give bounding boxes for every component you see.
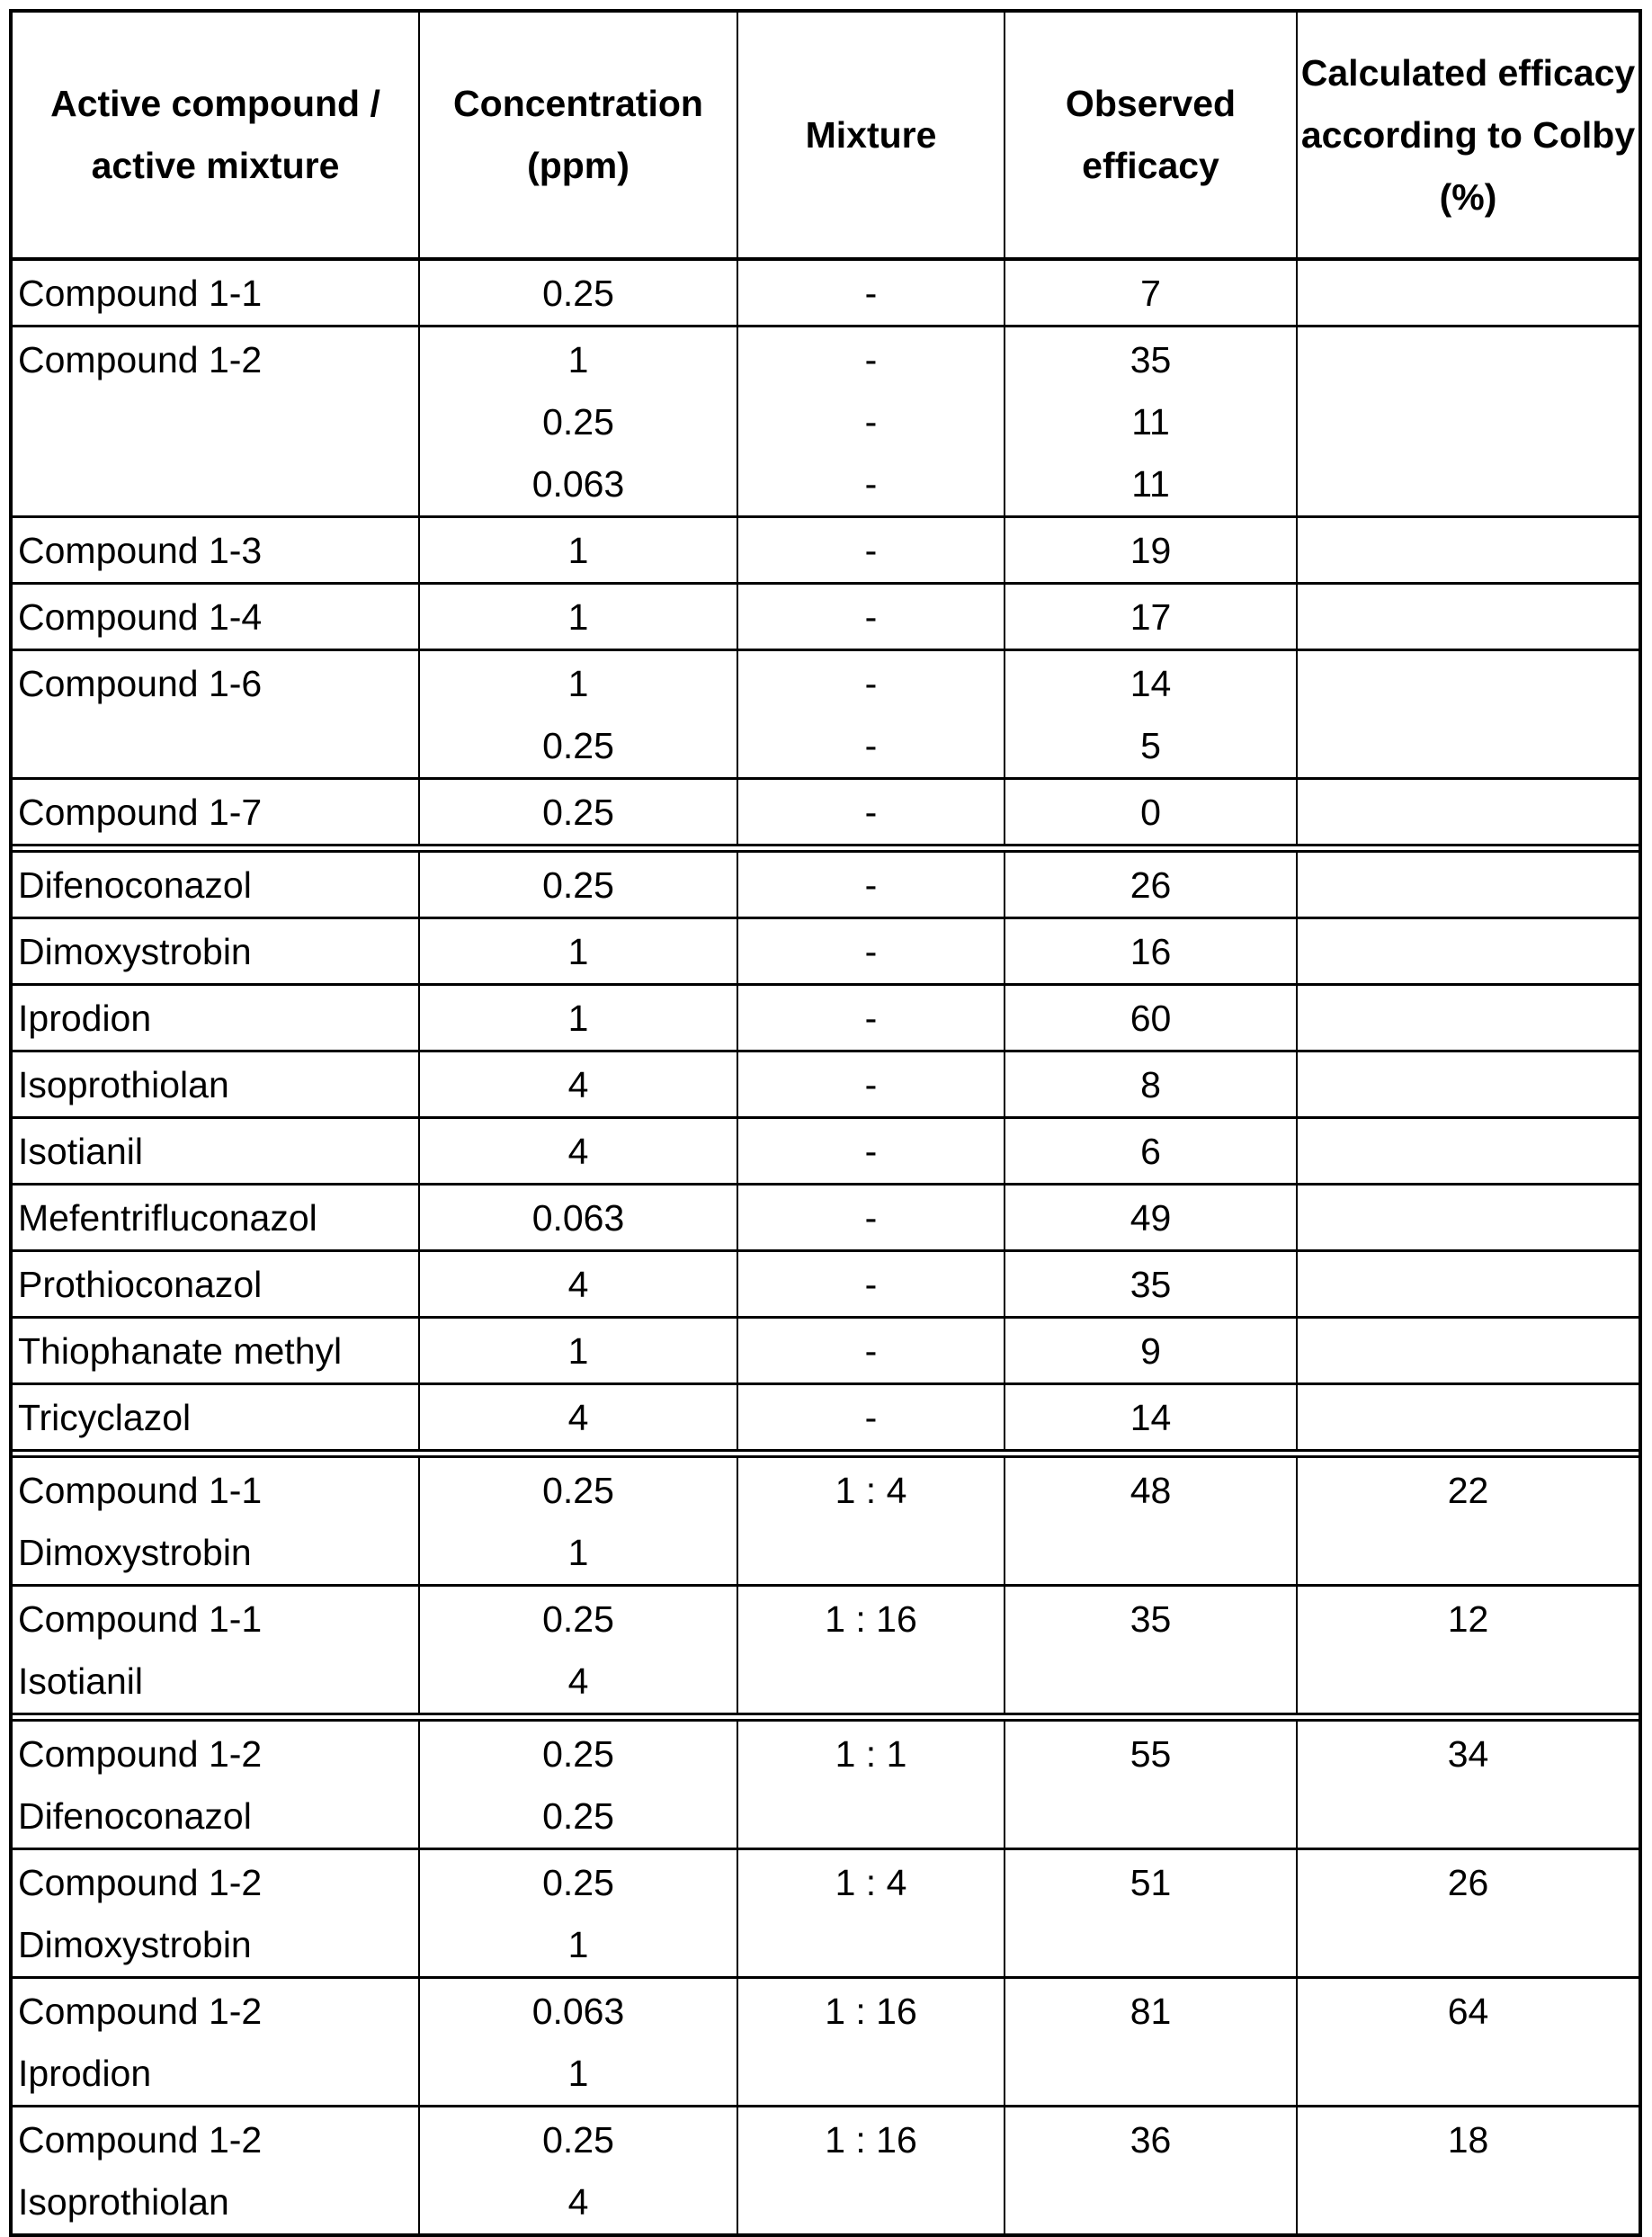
cell-line: 4 [567, 1064, 589, 1105]
table-row [13, 1849, 1639, 1978]
cell-line [1298, 1254, 1639, 1316]
table-row [13, 985, 1639, 1051]
cell-mixture [737, 650, 1005, 779]
cell-line: - [864, 1064, 878, 1105]
cell-line [1298, 1121, 1639, 1183]
cell-line [1298, 855, 1639, 917]
cell-line [1298, 2043, 1639, 2105]
cell-line: 0.25 [542, 1598, 614, 1640]
cell-mixture [737, 985, 1005, 1051]
cell-mixture [737, 327, 1005, 517]
cell-compound [13, 650, 419, 779]
cell-compound [13, 985, 419, 1051]
header-active-compound: Active compound / active mixture [13, 13, 419, 259]
cell-line [1298, 453, 1639, 515]
cell-calculated-efficacy [1297, 1051, 1639, 1118]
cell-concentration [419, 584, 737, 650]
cell-line: Compound 1-6 [18, 663, 263, 704]
cell-observed-efficacy [1005, 259, 1297, 327]
table-row [13, 1454, 1639, 1586]
table-row [13, 1185, 1639, 1251]
cell-observed-efficacy [1005, 1051, 1297, 1118]
cell-line: 17 [1130, 596, 1172, 638]
table-row [13, 327, 1639, 517]
cell-line: - [864, 273, 878, 314]
cell-line [1298, 2171, 1639, 2233]
cell-line: 0.25 [542, 401, 614, 443]
cell-line: 0.063 [531, 1991, 625, 2032]
cell-compound [13, 1978, 419, 2107]
cell-line: Dimoxystrobin [18, 931, 252, 972]
cell-line: - [864, 401, 878, 443]
cell-line: 11 [1131, 401, 1170, 443]
cell-line: Compound 1-1 [18, 1470, 263, 1511]
cell-concentration [419, 1251, 737, 1318]
cell-line [1298, 1522, 1639, 1584]
cell-line: 0.25 [542, 2119, 614, 2161]
table-row [13, 1384, 1639, 1454]
cell-compound [13, 584, 419, 650]
cell-concentration [419, 1586, 737, 1718]
cell-observed-efficacy [1005, 1251, 1297, 1318]
header-calculated-efficacy: Calculated efficacy according to Colby (%) [1297, 13, 1639, 259]
cell-concentration [419, 918, 737, 985]
cell-line: 4 [567, 1397, 589, 1438]
header-row [13, 13, 1639, 259]
cell-line [1298, 391, 1639, 453]
cell-line: Isotianil [18, 1131, 144, 1172]
cell-line: 19 [1130, 530, 1172, 571]
cell-line: 35 [1130, 1264, 1172, 1305]
cell-observed-efficacy [1005, 1118, 1297, 1185]
cell-line [738, 2171, 1004, 2233]
cell-line: Compound 1-2 [18, 1733, 263, 1775]
cell-line: Difenoconazol [18, 1795, 252, 1837]
cell-line: 36 [1130, 2119, 1172, 2161]
cell-line: - [864, 998, 878, 1039]
cell-compound [13, 1454, 419, 1586]
cell-mixture [737, 918, 1005, 985]
cell-line: 1 [567, 663, 589, 704]
table-row [13, 1717, 1639, 1849]
cell-compound [13, 848, 419, 918]
cell-line [1298, 988, 1639, 1050]
cell-concentration [419, 1318, 737, 1384]
cell-observed-efficacy [1005, 327, 1297, 517]
cell-concentration [419, 1051, 737, 1118]
cell-mixture [737, 1849, 1005, 1978]
cell-line: 7 [1140, 273, 1161, 314]
cell-line: 0.25 [542, 792, 614, 833]
cell-compound [13, 259, 419, 327]
cell-observed-efficacy [1005, 1717, 1297, 1849]
cell-calculated-efficacy [1297, 985, 1639, 1051]
cell-mixture [737, 1454, 1005, 1586]
cell-line [1298, 329, 1639, 391]
cell-concentration [419, 1978, 737, 2107]
cell-observed-efficacy [1005, 1454, 1297, 1586]
cell-line: - [864, 1131, 878, 1172]
cell-line: Tricyclazol [18, 1397, 192, 1438]
cell-line: Isoprothiolan [18, 2181, 229, 2223]
cell-compound [13, 1384, 419, 1454]
cell-line: Isoprothiolan [18, 1064, 229, 1105]
cell-line: - [864, 463, 878, 505]
cell-mixture [737, 779, 1005, 849]
cell-line: - [864, 1197, 878, 1239]
cell-line: 0 [1140, 792, 1161, 833]
cell-line [1298, 1785, 1639, 1848]
cell-line [1005, 1522, 1296, 1584]
cell-mixture [737, 1384, 1005, 1454]
cell-observed-efficacy [1005, 1318, 1297, 1384]
cell-line: 1 : 16 [825, 2119, 917, 2161]
cell-compound [13, 327, 419, 517]
cell-line: 22 [1447, 1470, 1489, 1511]
cell-line: 1 [567, 931, 589, 972]
cell-mixture [737, 517, 1005, 584]
cell-line: 9 [1140, 1330, 1161, 1372]
cell-line [1298, 1187, 1639, 1249]
cell-calculated-efficacy [1297, 1118, 1639, 1185]
cell-line [738, 2043, 1004, 2105]
cell-line: Difenoconazol [18, 864, 252, 906]
cell-observed-efficacy [1005, 848, 1297, 918]
cell-line: - [864, 596, 878, 638]
cell-line: 1 [567, 2053, 589, 2094]
cell-mixture [737, 848, 1005, 918]
cell-line: 0.25 [542, 1470, 614, 1511]
cell-concentration [419, 259, 737, 327]
table-row [13, 1318, 1639, 1384]
cell-observed-efficacy [1005, 584, 1297, 650]
cell-line: - [864, 1264, 878, 1305]
cell-line: 1 [567, 1532, 589, 1573]
cell-line: Dimoxystrobin [18, 1532, 252, 1573]
cell-observed-efficacy [1005, 779, 1297, 849]
cell-line [1298, 1320, 1639, 1382]
cell-line: 1 : 4 [835, 1470, 907, 1511]
cell-line: 0.25 [542, 1795, 614, 1837]
cell-line: 0.25 [542, 1862, 614, 1903]
cell-compound [13, 517, 419, 584]
cell-line: - [864, 530, 878, 571]
cell-concentration [419, 985, 737, 1051]
cell-line: 4 [567, 2181, 589, 2223]
cell-calculated-efficacy [1297, 1978, 1639, 2107]
cell-line: Compound 1-3 [18, 530, 263, 571]
cell-concentration [419, 1384, 737, 1454]
table-row [13, 848, 1639, 918]
cell-concentration [419, 327, 737, 517]
cell-line: 49 [1130, 1197, 1172, 1239]
cell-line: - [864, 792, 878, 833]
table-row [13, 1978, 1639, 2107]
cell-observed-efficacy [1005, 1586, 1297, 1718]
table-row [13, 779, 1639, 849]
cell-line: 1 [567, 1924, 589, 1965]
cell-mixture [737, 1978, 1005, 2107]
cell-line: 0.25 [542, 273, 614, 314]
cell-concentration [419, 1454, 737, 1586]
cell-line [1298, 715, 1639, 777]
table-row [13, 650, 1639, 779]
cell-observed-efficacy [1005, 1384, 1297, 1454]
table-body [13, 259, 1639, 2233]
cell-calculated-efficacy [1297, 1384, 1639, 1454]
cell-line: Compound 1-2 [18, 1991, 263, 2032]
cell-line: - [864, 663, 878, 704]
cell-compound [13, 2107, 419, 2234]
table-row [13, 259, 1639, 327]
cell-line: 4 [567, 1660, 589, 1702]
cell-observed-efficacy [1005, 650, 1297, 779]
cell-observed-efficacy [1005, 517, 1297, 584]
cell-mixture [737, 259, 1005, 327]
cell-line: 6 [1140, 1131, 1161, 1172]
cell-calculated-efficacy [1297, 1586, 1639, 1718]
cell-calculated-efficacy [1297, 1717, 1639, 1849]
table-row [13, 1251, 1639, 1318]
cell-line: 48 [1130, 1470, 1172, 1511]
cell-compound [13, 1586, 419, 1718]
cell-line: 34 [1447, 1733, 1489, 1775]
cell-line: Iprodion [18, 2053, 152, 2094]
cell-line: 1 : 16 [825, 1598, 917, 1640]
cell-observed-efficacy [1005, 1185, 1297, 1251]
cell-line: 8 [1140, 1064, 1161, 1105]
cell-line: 16 [1130, 931, 1172, 972]
cell-line: 1 : 16 [825, 1991, 917, 2032]
cell-observed-efficacy [1005, 1978, 1297, 2107]
cell-line: 35 [1130, 339, 1172, 380]
cell-concentration [419, 517, 737, 584]
cell-line [738, 1651, 1004, 1713]
cell-concentration [419, 1717, 737, 1849]
cell-line [1298, 653, 1639, 715]
cell-calculated-efficacy [1297, 2107, 1639, 2234]
table-row [13, 1118, 1639, 1185]
cell-compound [13, 1717, 419, 1849]
cell-line: 0.25 [542, 725, 614, 766]
cell-line [1298, 1387, 1639, 1449]
cell-line [738, 1914, 1004, 1976]
cell-mixture [737, 1318, 1005, 1384]
cell-line: 18 [1447, 2119, 1489, 2161]
cell-line: - [864, 864, 878, 906]
cell-mixture [737, 2107, 1005, 2234]
cell-compound [13, 1185, 419, 1251]
cell-line: 55 [1130, 1733, 1172, 1775]
cell-compound [13, 779, 419, 849]
cell-calculated-efficacy [1297, 848, 1639, 918]
cell-mixture [737, 1118, 1005, 1185]
cell-concentration [419, 1849, 737, 1978]
cell-line: 14 [1130, 1397, 1172, 1438]
cell-line: Mefentrifluconazol [18, 1197, 317, 1239]
cell-mixture [737, 1051, 1005, 1118]
cell-line [1298, 263, 1639, 325]
cell-calculated-efficacy [1297, 1251, 1639, 1318]
cell-line [1005, 1914, 1296, 1976]
cell-line: 1 : 4 [835, 1862, 907, 1903]
cell-line [1298, 520, 1639, 582]
cell-line: - [864, 1397, 878, 1438]
cell-line: 1 : 1 [835, 1733, 907, 1775]
cell-line [738, 1785, 1004, 1848]
cell-line: 4 [567, 1264, 589, 1305]
cell-line [1005, 2043, 1296, 2105]
table-row [13, 1051, 1639, 1118]
cell-line [1298, 586, 1639, 649]
cell-compound [13, 1318, 419, 1384]
cell-concentration [419, 650, 737, 779]
cell-calculated-efficacy [1297, 327, 1639, 517]
cell-mixture [737, 1717, 1005, 1849]
cell-line: Dimoxystrobin [18, 1924, 252, 1965]
cell-compound [13, 1849, 419, 1978]
cell-line [1298, 921, 1639, 983]
header-observed-efficacy: Observed efficacy [1005, 13, 1297, 259]
cell-compound [13, 1251, 419, 1318]
cell-calculated-efficacy [1297, 918, 1639, 985]
cell-line [1298, 782, 1639, 844]
cell-line: Compound 1-2 [18, 1862, 263, 1903]
cell-line: Iprodion [18, 998, 152, 1039]
cell-line: 51 [1130, 1862, 1172, 1903]
cell-concentration [419, 848, 737, 918]
cell-mixture [737, 1586, 1005, 1718]
cell-observed-efficacy [1005, 918, 1297, 985]
cell-calculated-efficacy [1297, 259, 1639, 327]
cell-calculated-efficacy [1297, 650, 1639, 779]
cell-line: Compound 1-7 [18, 792, 263, 833]
cell-line: Thiophanate methyl [18, 1330, 343, 1372]
cell-observed-efficacy [1005, 1849, 1297, 1978]
cell-mixture [737, 584, 1005, 650]
cell-line: 14 [1130, 663, 1172, 704]
cell-line [1298, 1914, 1639, 1976]
cell-line: Compound 1-4 [18, 596, 263, 638]
cell-line: 0.25 [542, 864, 614, 906]
cell-line: 1 [567, 530, 589, 571]
cell-calculated-efficacy [1297, 1849, 1639, 1978]
cell-line: - [864, 931, 878, 972]
table-row [13, 2107, 1639, 2234]
cell-line [18, 391, 418, 453]
cell-calculated-efficacy [1297, 779, 1639, 849]
efficacy-table [13, 13, 1639, 2233]
header-concentration: Concentration (ppm) [419, 13, 737, 259]
cell-calculated-efficacy [1297, 1454, 1639, 1586]
cell-calculated-efficacy [1297, 1185, 1639, 1251]
cell-concentration [419, 1118, 737, 1185]
cell-line: 35 [1130, 1598, 1172, 1640]
cell-line: Compound 1-1 [18, 1598, 263, 1640]
table-row [13, 517, 1639, 584]
cell-observed-efficacy [1005, 2107, 1297, 2234]
cell-line: 5 [1140, 725, 1161, 766]
cell-line: - [864, 339, 878, 380]
table-row [13, 584, 1639, 650]
cell-line: 1 [567, 339, 589, 380]
cell-calculated-efficacy [1297, 1318, 1639, 1384]
cell-concentration [419, 2107, 737, 2234]
cell-line: 4 [567, 1131, 589, 1172]
cell-line: 81 [1130, 1991, 1172, 2032]
cell-line [18, 453, 418, 515]
efficacy-table-container [9, 9, 1642, 2237]
cell-line [1298, 1651, 1639, 1713]
cell-line: 1 [567, 596, 589, 638]
cell-line [1005, 2171, 1296, 2233]
cell-line: 64 [1447, 1991, 1489, 2032]
cell-line: Compound 1-2 [18, 339, 263, 380]
cell-line: 26 [1447, 1862, 1489, 1903]
cell-line [1005, 1785, 1296, 1848]
cell-line: Compound 1-2 [18, 2119, 263, 2161]
cell-mixture [737, 1251, 1005, 1318]
cell-line: Compound 1-1 [18, 273, 263, 314]
cell-line: 0.063 [531, 463, 625, 505]
cell-line: 1 [567, 998, 589, 1039]
header-mixture: Mixture [737, 13, 1005, 259]
cell-line: - [864, 1330, 878, 1372]
table-row [13, 918, 1639, 985]
cell-line: 1 [567, 1330, 589, 1372]
cell-line: 60 [1130, 998, 1172, 1039]
cell-compound [13, 1051, 419, 1118]
cell-compound [13, 1118, 419, 1185]
cell-line [738, 1522, 1004, 1584]
cell-calculated-efficacy [1297, 517, 1639, 584]
cell-line [1005, 1651, 1296, 1713]
cell-line [18, 715, 418, 777]
cell-line: - [864, 725, 878, 766]
cell-calculated-efficacy [1297, 584, 1639, 650]
cell-line: 0.063 [531, 1197, 625, 1239]
cell-line: Isotianil [18, 1660, 144, 1702]
cell-line [1298, 1054, 1639, 1116]
cell-line: 11 [1131, 463, 1170, 505]
cell-concentration [419, 1185, 737, 1251]
cell-observed-efficacy [1005, 985, 1297, 1051]
cell-concentration [419, 779, 737, 849]
cell-line: 12 [1447, 1598, 1489, 1640]
cell-line: 26 [1130, 864, 1172, 906]
table-row [13, 1586, 1639, 1718]
cell-mixture [737, 1185, 1005, 1251]
cell-compound [13, 918, 419, 985]
cell-line: Prothioconazol [18, 1264, 263, 1305]
cell-line: 0.25 [542, 1733, 614, 1775]
